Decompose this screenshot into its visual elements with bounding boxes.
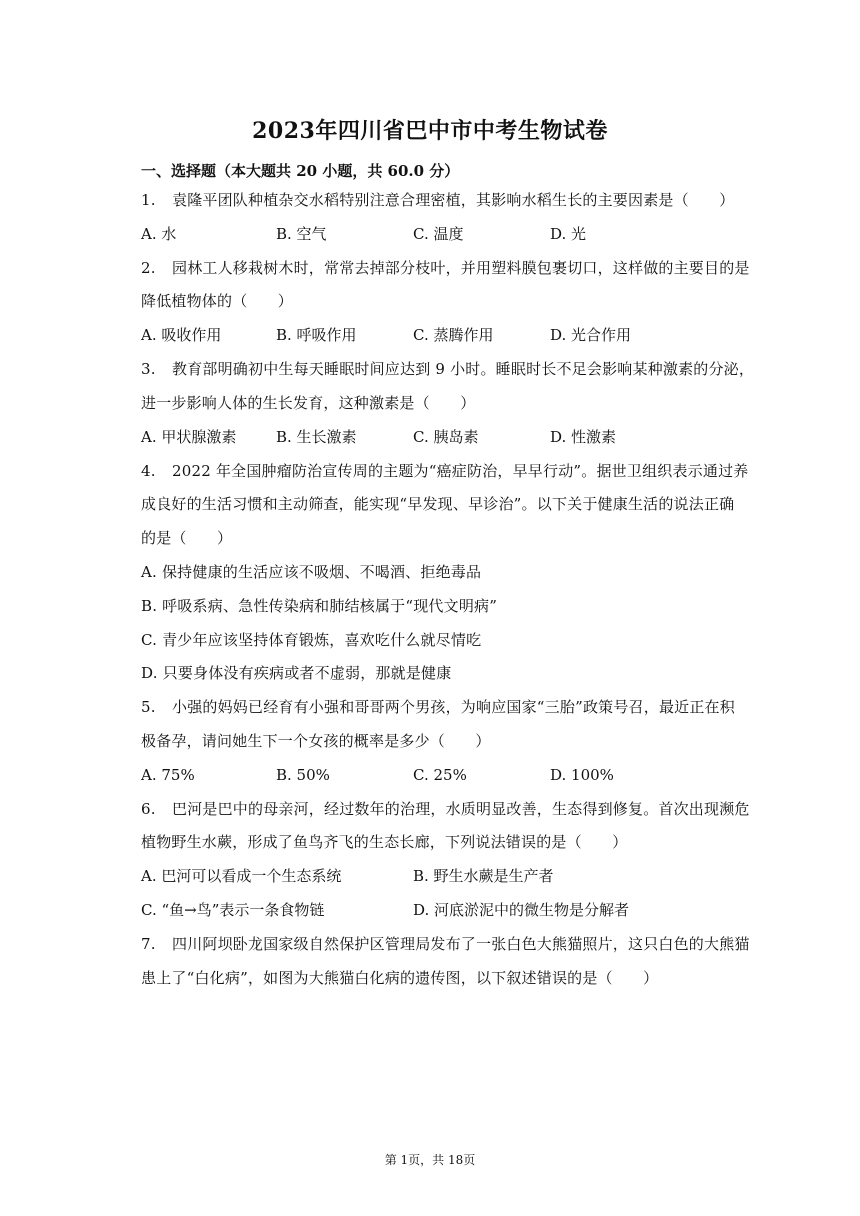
- page-title: 2023年四川省巴中市中考生物试卷: [252, 118, 608, 144]
- page-footer: 第 1页，共 18页: [384, 1153, 476, 1167]
- question-7-line-2: 患上了“白化病”，如图为大熊猫白化病的遗传图，以下叙述错误的是（ ）: [141, 969, 659, 987]
- question-6-line-2: 植物野生水蕨，形成了鱼鸟齐飞的生态长廊，下列说法错误的是（ ）: [141, 833, 628, 851]
- option-c: C. 25%: [413, 766, 467, 784]
- option-d: D. 光合作用: [550, 326, 632, 344]
- option-b: B. 生长激素: [276, 428, 357, 446]
- question-1-line-1: [141, 190, 753, 210]
- question-text: 2022 年全国肿瘤防治宣传周的主题为“癌症防治，早早行动”。据世卫组织表示通过养: [172, 462, 749, 480]
- option-c: C. 温度: [413, 225, 464, 243]
- option-b: B. 呼吸系病、急性传染病和肺结核属于“现代文明病”: [141, 597, 498, 615]
- option-a: A. 甲状腺激素: [141, 428, 237, 446]
- question-text: 教育部明确初中生每天睡眠时间应达到 9 小时。睡眠时长不足会影响某种激素的分泌，: [172, 360, 755, 378]
- question-number: 5.: [141, 698, 156, 716]
- option-b: B. 50%: [276, 766, 330, 784]
- question-4-line-1: [141, 461, 753, 481]
- option-a: A. 巴河可以看成一个生态系统: [141, 867, 342, 885]
- question-7-line-1: [141, 934, 753, 954]
- option-a: A. 75%: [141, 766, 195, 784]
- option-d: D. 100%: [550, 766, 614, 784]
- question-5-line-2: 极备孕，请问她生下一个女孩的概率是多少（ ）: [141, 732, 491, 750]
- option-b: B. 空气: [276, 225, 327, 243]
- option-c: C. “鱼→鸟”表示一条食物链: [141, 901, 325, 919]
- option-d: D. 只要身体没有疾病或者不虚弱，那就是健康: [141, 664, 452, 682]
- option-d: D. 性激素: [550, 428, 617, 446]
- section-heading: 一、选择题（本大题共 20 小题，共 60.0 分）: [141, 162, 460, 180]
- option-c: C. 胰岛素: [413, 428, 479, 446]
- option-b: B. 野生水蕨是生产者: [413, 867, 554, 885]
- question-number: 1.: [141, 191, 156, 209]
- question-number: 4.: [141, 462, 156, 480]
- question-text: 四川阿坝卧龙国家级自然保护区管理局发布了一张白色大熊猫照片，这只白色的大熊猫: [172, 935, 750, 953]
- question-number: 7.: [141, 935, 156, 953]
- question-3-line-1: [141, 359, 753, 379]
- option-d: D. 光: [550, 225, 587, 243]
- option-c: C. 蒸腾作用: [413, 326, 494, 344]
- question-text: 巴河是巴中的母亲河，经过数年的治理，水质明显改善，生态得到修复。首次出现濒危: [172, 800, 750, 818]
- question-text: 小强的妈妈已经育有小强和哥哥两个男孩，为响应国家“三胎”政策号召，最近正在积: [172, 698, 735, 716]
- option-d: D. 河底淤泥中的微生物是分解者: [413, 901, 630, 919]
- question-text: 园林工人移栽树木时，常常去掉部分枝叶，并用塑料膜包裹切口，这样做的主要目的是: [172, 259, 750, 277]
- question-6-line-1: [141, 799, 753, 819]
- option-a: A. 吸收作用: [141, 326, 222, 344]
- question-2-line-1: [141, 258, 753, 278]
- option-a: A. 水: [141, 225, 177, 243]
- question-3-line-2: 进一步影响人体的生长发育，这种激素是（ ）: [141, 394, 476, 412]
- question-number: 6.: [141, 800, 156, 818]
- question-2-line-2: 降低植物体的（ ）: [141, 292, 294, 310]
- question-4-line-2: 成良好的生活习惯和主动筛查，能实现“早发现、早诊治”。以下关于健康生活的说法正确: [141, 495, 735, 513]
- question-4-line-3: 的是（ ）: [141, 529, 233, 547]
- question-number: 2.: [141, 259, 156, 277]
- question-text: 袁隆平团队种植杂交水稻特别注意合理密植，其影响水稻生长的主要因素是（ ）: [172, 191, 735, 209]
- question-5-line-1: [141, 697, 753, 717]
- option-a: A. 保持健康的生活应该不吸烟、不喝酒、拒绝毒品: [141, 563, 482, 581]
- option-c: C. 青少年应该坚持体育锻炼，喜欢吃什么就尽情吃: [141, 631, 482, 649]
- option-b: B. 呼吸作用: [276, 326, 357, 344]
- question-number: 3.: [141, 360, 156, 378]
